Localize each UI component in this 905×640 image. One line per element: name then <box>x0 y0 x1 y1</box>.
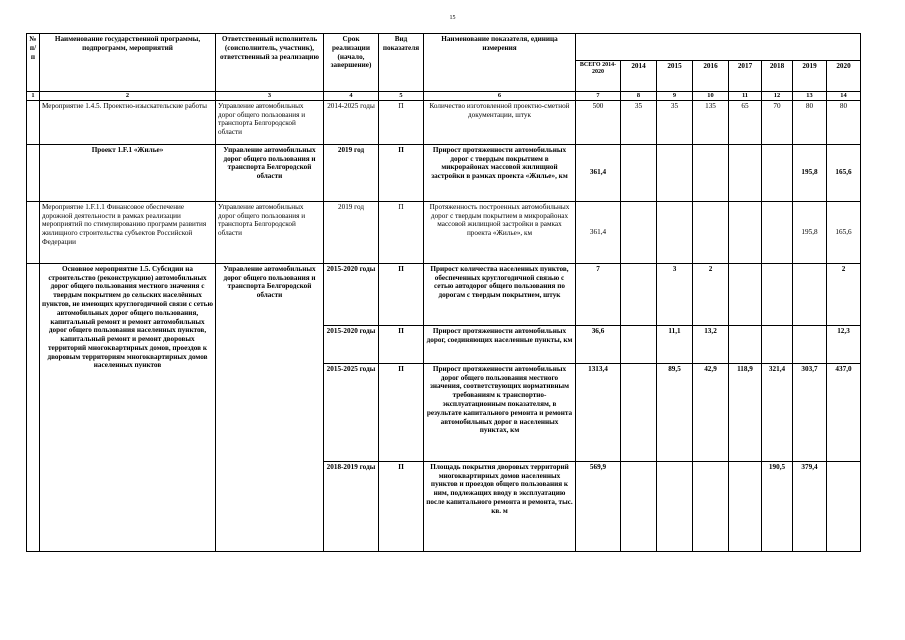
row-type: П <box>379 100 424 144</box>
row-name: Мероприятие 1.4.5. Проектно-изыскательские работы <box>40 100 216 144</box>
indicators-table <box>26 33 861 552</box>
row-indicator: Протяженность построенных автомобильных дорог с твердым покрытием в микрорайонах массовой жилищной застройки в рамках проекта «Жилье», км <box>424 201 576 263</box>
row-indicator: Площадь покрытия дворовых территорий многоквартирных домов населенных пунктов и проездов общего пользования к ним, подлежащих вводу в эксплуатацию после капитального ремонта и ремонта, тыс. кв. м <box>424 461 576 551</box>
row-value <box>621 201 657 263</box>
row-value: 65 <box>729 100 762 144</box>
column-number: 11 <box>729 92 762 101</box>
column-number: 8 <box>621 92 657 101</box>
column-numbers-row <box>27 92 861 101</box>
row-term: 2015-2020 годы <box>324 263 379 325</box>
column-number: 13 <box>793 92 827 101</box>
row-value: 303,7 <box>793 363 827 461</box>
row-value <box>762 263 793 325</box>
row-no <box>27 263 40 551</box>
row-no <box>27 144 40 201</box>
row-no <box>27 201 40 263</box>
row-total: 500 <box>576 100 621 144</box>
row-term: 2015-2020 годы <box>324 325 379 363</box>
row-value: 80 <box>827 100 861 144</box>
row-value <box>621 461 657 551</box>
header-term: Срок реализации (начало, завершение) <box>324 34 379 92</box>
row-term: 2019 год <box>324 144 379 201</box>
row-value: 70 <box>762 100 793 144</box>
row-value <box>729 263 762 325</box>
header-year: 2016 <box>693 61 729 92</box>
row-value <box>693 201 729 263</box>
row-value: 89,5 <box>657 363 693 461</box>
row-total: 361,4 <box>576 144 621 201</box>
row-value <box>729 461 762 551</box>
header-responsible: Ответственный исполнитель (соисполнитель, участник), ответственный за реализацию <box>216 34 324 92</box>
row-value <box>693 144 729 201</box>
row-value <box>762 201 793 263</box>
row-type: П <box>379 263 424 325</box>
row-term: 2014-2025 годы <box>324 100 379 144</box>
group-responsible: Управление автомобильных дорог общего пользования и транспорта Белгородской области <box>216 263 324 551</box>
row-value <box>827 461 861 551</box>
row-value: 165,6 <box>827 144 861 201</box>
row-type: П <box>379 363 424 461</box>
header-values-blank <box>576 34 861 61</box>
row-type: П <box>379 201 424 263</box>
row-type: П <box>379 461 424 551</box>
header-row-top <box>27 34 861 61</box>
row-value: 35 <box>621 100 657 144</box>
column-number: 14 <box>827 92 861 101</box>
column-number: 10 <box>693 92 729 101</box>
row-value: 195,8 <box>793 201 827 263</box>
row-value <box>657 201 693 263</box>
row-value <box>762 325 793 363</box>
row-value: 118,9 <box>729 363 762 461</box>
row-total: 7 <box>576 263 621 325</box>
row-value <box>793 325 827 363</box>
row-responsible: Управление автомобильных дорог общего пользования и транспорта Белгородской области <box>216 201 324 263</box>
header-total: ВСЕГО 2014-2020 <box>576 61 621 92</box>
header-year: 2019 <box>793 61 827 92</box>
row-value: 135 <box>693 100 729 144</box>
row-value: 35 <box>657 100 693 144</box>
row-value <box>793 263 827 325</box>
row-total: 569,9 <box>576 461 621 551</box>
table-row <box>27 263 861 325</box>
row-indicator: Прирост количества населенных пунктов, обеспеченных круглогодичной связью с сетью автодорог общего пользования по дорогам с твердым покрытием, штук <box>424 263 576 325</box>
column-number: 4 <box>324 92 379 101</box>
row-value: 42,9 <box>693 363 729 461</box>
row-value: 3 <box>657 263 693 325</box>
header-name: Наименование государственной программы, подпрограмм, мероприятий <box>40 34 216 92</box>
row-value: 11,1 <box>657 325 693 363</box>
row-name: Проект 1.F.1 «Жилье» <box>40 144 216 201</box>
table-row <box>27 201 861 263</box>
row-responsible: Управление автомобильных дорог общего пользования и транспорта Белгородской области <box>216 100 324 144</box>
row-indicator: Прирост протяженности автомобильных дорог, соединяющих населенные пункты, км <box>424 325 576 363</box>
row-total: 361,4 <box>576 201 621 263</box>
header-year: 2018 <box>762 61 793 92</box>
row-type: П <box>379 144 424 201</box>
row-value: 2 <box>693 263 729 325</box>
column-number: 12 <box>762 92 793 101</box>
row-value <box>729 201 762 263</box>
row-value <box>693 461 729 551</box>
row-value <box>621 263 657 325</box>
row-indicator: Количество изготовленной проектно-сметной документации, штук <box>424 100 576 144</box>
row-value: 195,8 <box>793 144 827 201</box>
table-row <box>27 144 861 201</box>
row-value <box>762 144 793 201</box>
row-total: 36,6 <box>576 325 621 363</box>
row-value <box>621 325 657 363</box>
row-value <box>621 363 657 461</box>
row-term: 2018-2019 годы <box>324 461 379 551</box>
header-type: Вид показателя <box>379 34 424 92</box>
row-value: 437,0 <box>827 363 861 461</box>
row-value: 165,6 <box>827 201 861 263</box>
row-name: Мероприятие 1.F.1.1 Финансовое обеспечение дорожной деятельности в рамках реализации мероприятий по стимулированию программ развития жилищного строительства субъектов Российской Федерации <box>40 201 216 263</box>
header-year: 2014 <box>621 61 657 92</box>
header-indicator: Наименование показателя, единица измерения <box>424 34 576 92</box>
page-number: 15 <box>449 15 456 21</box>
row-value: 2 <box>827 263 861 325</box>
header-year: 2015 <box>657 61 693 92</box>
header-year: 2017 <box>729 61 762 92</box>
row-value: 80 <box>793 100 827 144</box>
column-number: 6 <box>424 92 576 101</box>
row-no <box>27 100 40 144</box>
header-year: 2020 <box>827 61 861 92</box>
row-value: 13,2 <box>693 325 729 363</box>
row-value: 190,5 <box>762 461 793 551</box>
row-term: 2015-2025 годы <box>324 363 379 461</box>
row-value <box>657 461 693 551</box>
row-value: 379,4 <box>793 461 827 551</box>
column-number: 2 <box>40 92 216 101</box>
column-number: 3 <box>216 92 324 101</box>
row-value <box>621 144 657 201</box>
column-number: 1 <box>27 92 40 101</box>
row-type: П <box>379 325 424 363</box>
row-indicator: Прирост протяженности автомобильных дорог с твердым покрытием в микрорайонах массовой жилищной застройки в рамках проекта «Жилье», км <box>424 144 576 201</box>
row-total: 1313,4 <box>576 363 621 461</box>
row-value <box>729 144 762 201</box>
row-value: 12,3 <box>827 325 861 363</box>
column-number: 5 <box>379 92 424 101</box>
row-value <box>657 144 693 201</box>
header-no: № п/п <box>27 34 40 92</box>
row-value <box>729 325 762 363</box>
group-name: Основное мероприятие 1.5. Субсидии на строительство (реконструкцию) автомобильных дорог общего пользования местного значения с твердым покрытием до сельских населённых пунктов, не имеющих круглогодичной связи с сетью автомобильных дорог общего пользования, капитальный ремонт и ремонт автомобильных дорог общего пользования населенных пунктов, капитальный ремонт и ремонт дворовых территорий многоквартирных домов, проездов к дворовым территориям многоквартирных домов населенных пунктов <box>40 263 216 551</box>
row-term: 2019 год <box>324 201 379 263</box>
row-indicator: Прирост протяженности автомобильных дорог общего пользования местного значения, соответствующих нормативным требованиям к транспортно-эксплуатационным показателям, в результате капитального ремонта и ремонта автомобильных дорог в населенных пунктах, км <box>424 363 576 461</box>
row-responsible: Управление автомобильных дорог общего пользования и транспорта Белгородской области <box>216 144 324 201</box>
column-number: 9 <box>657 92 693 101</box>
table-row <box>27 100 861 144</box>
column-number: 7 <box>576 92 621 101</box>
row-value: 321,4 <box>762 363 793 461</box>
